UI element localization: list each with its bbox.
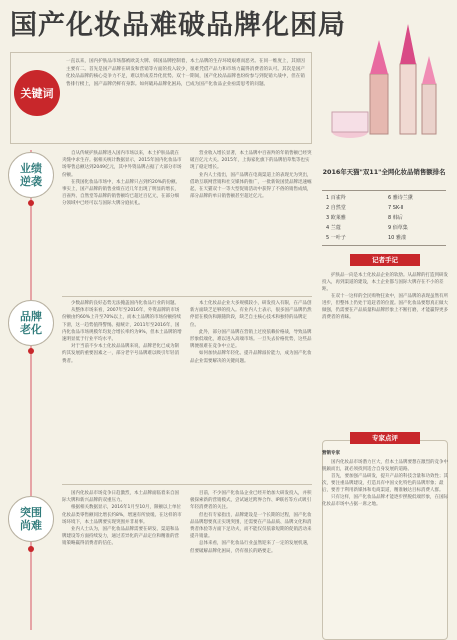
headline: 国产化妆品难破品牌化困局 [10,10,346,41]
paragraph: 如何加快品牌年轻化、提升品牌溢价能力，成为国产化妆品企业需要解决的关键问题。 [190,351,312,364]
section-badge-breakthrough [8,496,54,542]
ranking-title: 2016年天猫"双11"全网化妆品销售额排名 [322,168,446,176]
table-row [322,194,446,203]
table-cell: 5 一叶子 [326,235,346,241]
section-2-col-2 [190,300,312,365]
paragraph: 国内化妆品市场潜力巨大，但本土品牌要想在激烈的竞争中脱颖而出，就必须找到适合自身发展的道路。 [322,460,448,472]
paragraph: 少数品牌的良好态势无法掩盖国内化妆品行业的问题。 [71,301,179,306]
paragraph: 业内人士认为，国产化妆品品牌需要在研发、渠道和品牌建设等方面持续发力，通过差异化的产品定位和精准的营销策略赢得消费者的信任。 [62,527,179,547]
table-cell: 4 兰蔻 [326,225,341,231]
paragraph: 自从传统护肤品牌进入国内市场以来，本土护肤品就在夹缝中求生存。据相关统计数据显示，2015年国内化妆品市场零售总额达到2049亿元，其中外资品牌占据了大部分市场份额。 [62,151,182,178]
timeline-dot [28,200,34,206]
timeline-line [30,150,32,630]
paragraph: 护肤品一向是本土化妆品企业的软肋。从品牌的打造到研发投入，再到渠道的建设，本土企业都与国际大牌存在不小的差距。 [322,273,448,292]
paragraph: 国内化妆品市场竞争日趋激烈，本土品牌面临着来自国际大牌和新兴品牌的双重压力。 [62,491,179,504]
table-cell: 6 雅诗兰黛 [388,195,413,201]
table-row [322,224,446,233]
paragraph: 对于当前不少本土化妆品品牌来说，品牌老化已成为制约其发展的重要因素之一，部分老字号品牌难以吸引年轻消费者。 [62,344,179,364]
paragraph: 根据相关数据显示，2016年1月至10月，限额以上单位化妆品类零售额同比增长约8%，增速有所放缓。在这样的市场环境下，本土品牌要实现突围并非易事。 [62,505,182,525]
paragraph: 目前，不少国产化妆品企业已经开始加大研发投入，并积极探索新的营销模式，尝试通过跨界合作、IP联名等方式吸引年轻消费者的关注。 [190,491,312,511]
table-cell: 8 韩后 [388,215,403,221]
section-badge-performance [8,152,54,198]
intro-text: 一直以来，国内护肤品市场都被欧美大牌、韩国品牌控制着，本土品牌的生存环境艰难而恶劣。在同一维度上，其原因主要有二。首先是国产品牌在研发和营销等方面的投入较少，很难凭借产品力和市场力赢得消费者的认可。其次是国产化妆品品牌的核心竞争力不足，难以形成差异化优势。双十一期间，国产化妆品品牌也纷纷参与到促销大战中，但在销售排行榜上，国产品牌仍鲜有身影。如何破局品牌化困局，已成为国产化妆品企业亟需思考的问题。 [66,59,305,87]
paragraph: 总体来看，国产化妆品行业虽然迎来了一定的发展机遇，但要破解品牌化困局，仍有很长的路要走。 [190,541,312,554]
table-cell: 3 欧莱雅 [326,215,346,221]
section-1-col-1 [62,150,182,208]
keyword-badge [14,70,60,116]
table-row [322,214,446,223]
ranking-table [322,190,446,246]
lipstick-graphic [330,4,450,152]
table-cell: 10 雅漾 [388,235,406,241]
section-badge-label: 突围尚难 [20,506,42,532]
table-row [322,204,446,213]
section-badge-aging [8,300,54,346]
section-badge-label: 品牌老化 [20,310,42,336]
expert-name: 营销专家 [322,451,340,456]
paragraph: 本土化妆品企业大多规模较小，研发投入有限，在产品创新方面缺乏足够的投入。有业内人士表示，很多国产品牌仍然停留在模仿和跟随阶段，缺乏自主核心技术和独特的品牌定位。 [190,301,312,328]
paragraph: 营业收入增长显著，本土品牌中百雀羚的年销售额已经突破百亿元大关。2015年，上海家化旗下的品牌佰草集等也实现了稳定增长。 [190,151,312,171]
expert-text [322,459,448,508]
table-row [322,234,446,243]
commentary-text [322,272,448,321]
section-divider [62,296,312,297]
section-1-col-2 [190,150,312,200]
section-badge-label: 业绩逆袭 [20,162,42,188]
section-divider [62,484,312,485]
expert-head: 专家点评 [350,432,420,444]
section-3-col-1 [62,490,182,548]
paragraph: 此外，部分国产品牌在营销上过度依赖价格战，导致品牌形象低端化，难以进入高端市场。一旦失去价格优势，这些品牌便很难在竞争中立足。 [190,329,312,350]
timeline-dot [28,546,34,552]
paragraph: 在双十一这样的全民购物狂欢中，国产品牌的表现虽然有所进步，但整体上仍处于追赶者的位置。国产化妆品要想真正做大做强，仍需要在产品质量和品牌形象上不断打磨，才能赢得更多消费者的青睐。 [322,294,448,320]
table-cell: 1 百雀羚 [326,195,346,201]
paragraph: 业内人士指出，国产品牌在电商渠道上的表现尤为突出，借助互联网营销和社交媒体的推广，一批新锐国货品牌迅速崛起，在天猫双十一等大型促销活动中获得了不俗的销售成绩，部分品牌的单日销售额甚至超过亿元。 [190,172,312,200]
keyword-badge-label: 关键词 [20,87,54,100]
paragraph: 在我国化妆品市场中，本土品牌只占到约20%的份额。事实上，国产品牌的销售业绩在近几年出现了明显的增长，百雀羚、自然堂等品牌的销售额均已超过百亿元，在部分细分领域中已经可以与国际大牌分庭抗礼。 [62,179,180,207]
table-cell: 9 佰草集 [388,225,408,231]
paragraph: 只有这样，国产化妆品品牌才能逐步摆脱低端形象，在国际化妆品市场中占据一席之地。 [322,495,448,507]
paragraph: 从整体市场来看，2007年至2016年，外资品牌的市场份额由约60%上升至70%以上，而本土品牌的市场份额持续下滑，这一趋势值得警惕。据统计，2011年至2016年，国内化妆品市场规模年均复合增长率约为9%，但本土品牌的增速明显低于行业平均水平。 [62,308,182,343]
section-2-col-1 [62,300,182,365]
commentary-head: 记者手记 [350,254,420,266]
table-cell: 7 SK-II [388,205,404,211]
section-3-col-2 [190,490,312,555]
timeline-dot [28,348,34,354]
paragraph: 但也有专家指出，品牌建设是一个长期的过程，国产化妆品品牌想要真正实现突围，还需要在产品品质、品牌文化和消费者体验等方面下足功夫，而不能仅仅依靠短期的促销活动来提升销量。 [190,512,312,540]
table-cell: 2 自然堂 [326,205,346,211]
paragraph: 首先，要加强产品研发，提升产品的科技含量和功效性；其次，要注重品牌建设，打造具有中国文化特色的品牌形象；最后，要善于利用新媒体和电商渠道，精准触达目标消费人群。 [322,474,448,493]
